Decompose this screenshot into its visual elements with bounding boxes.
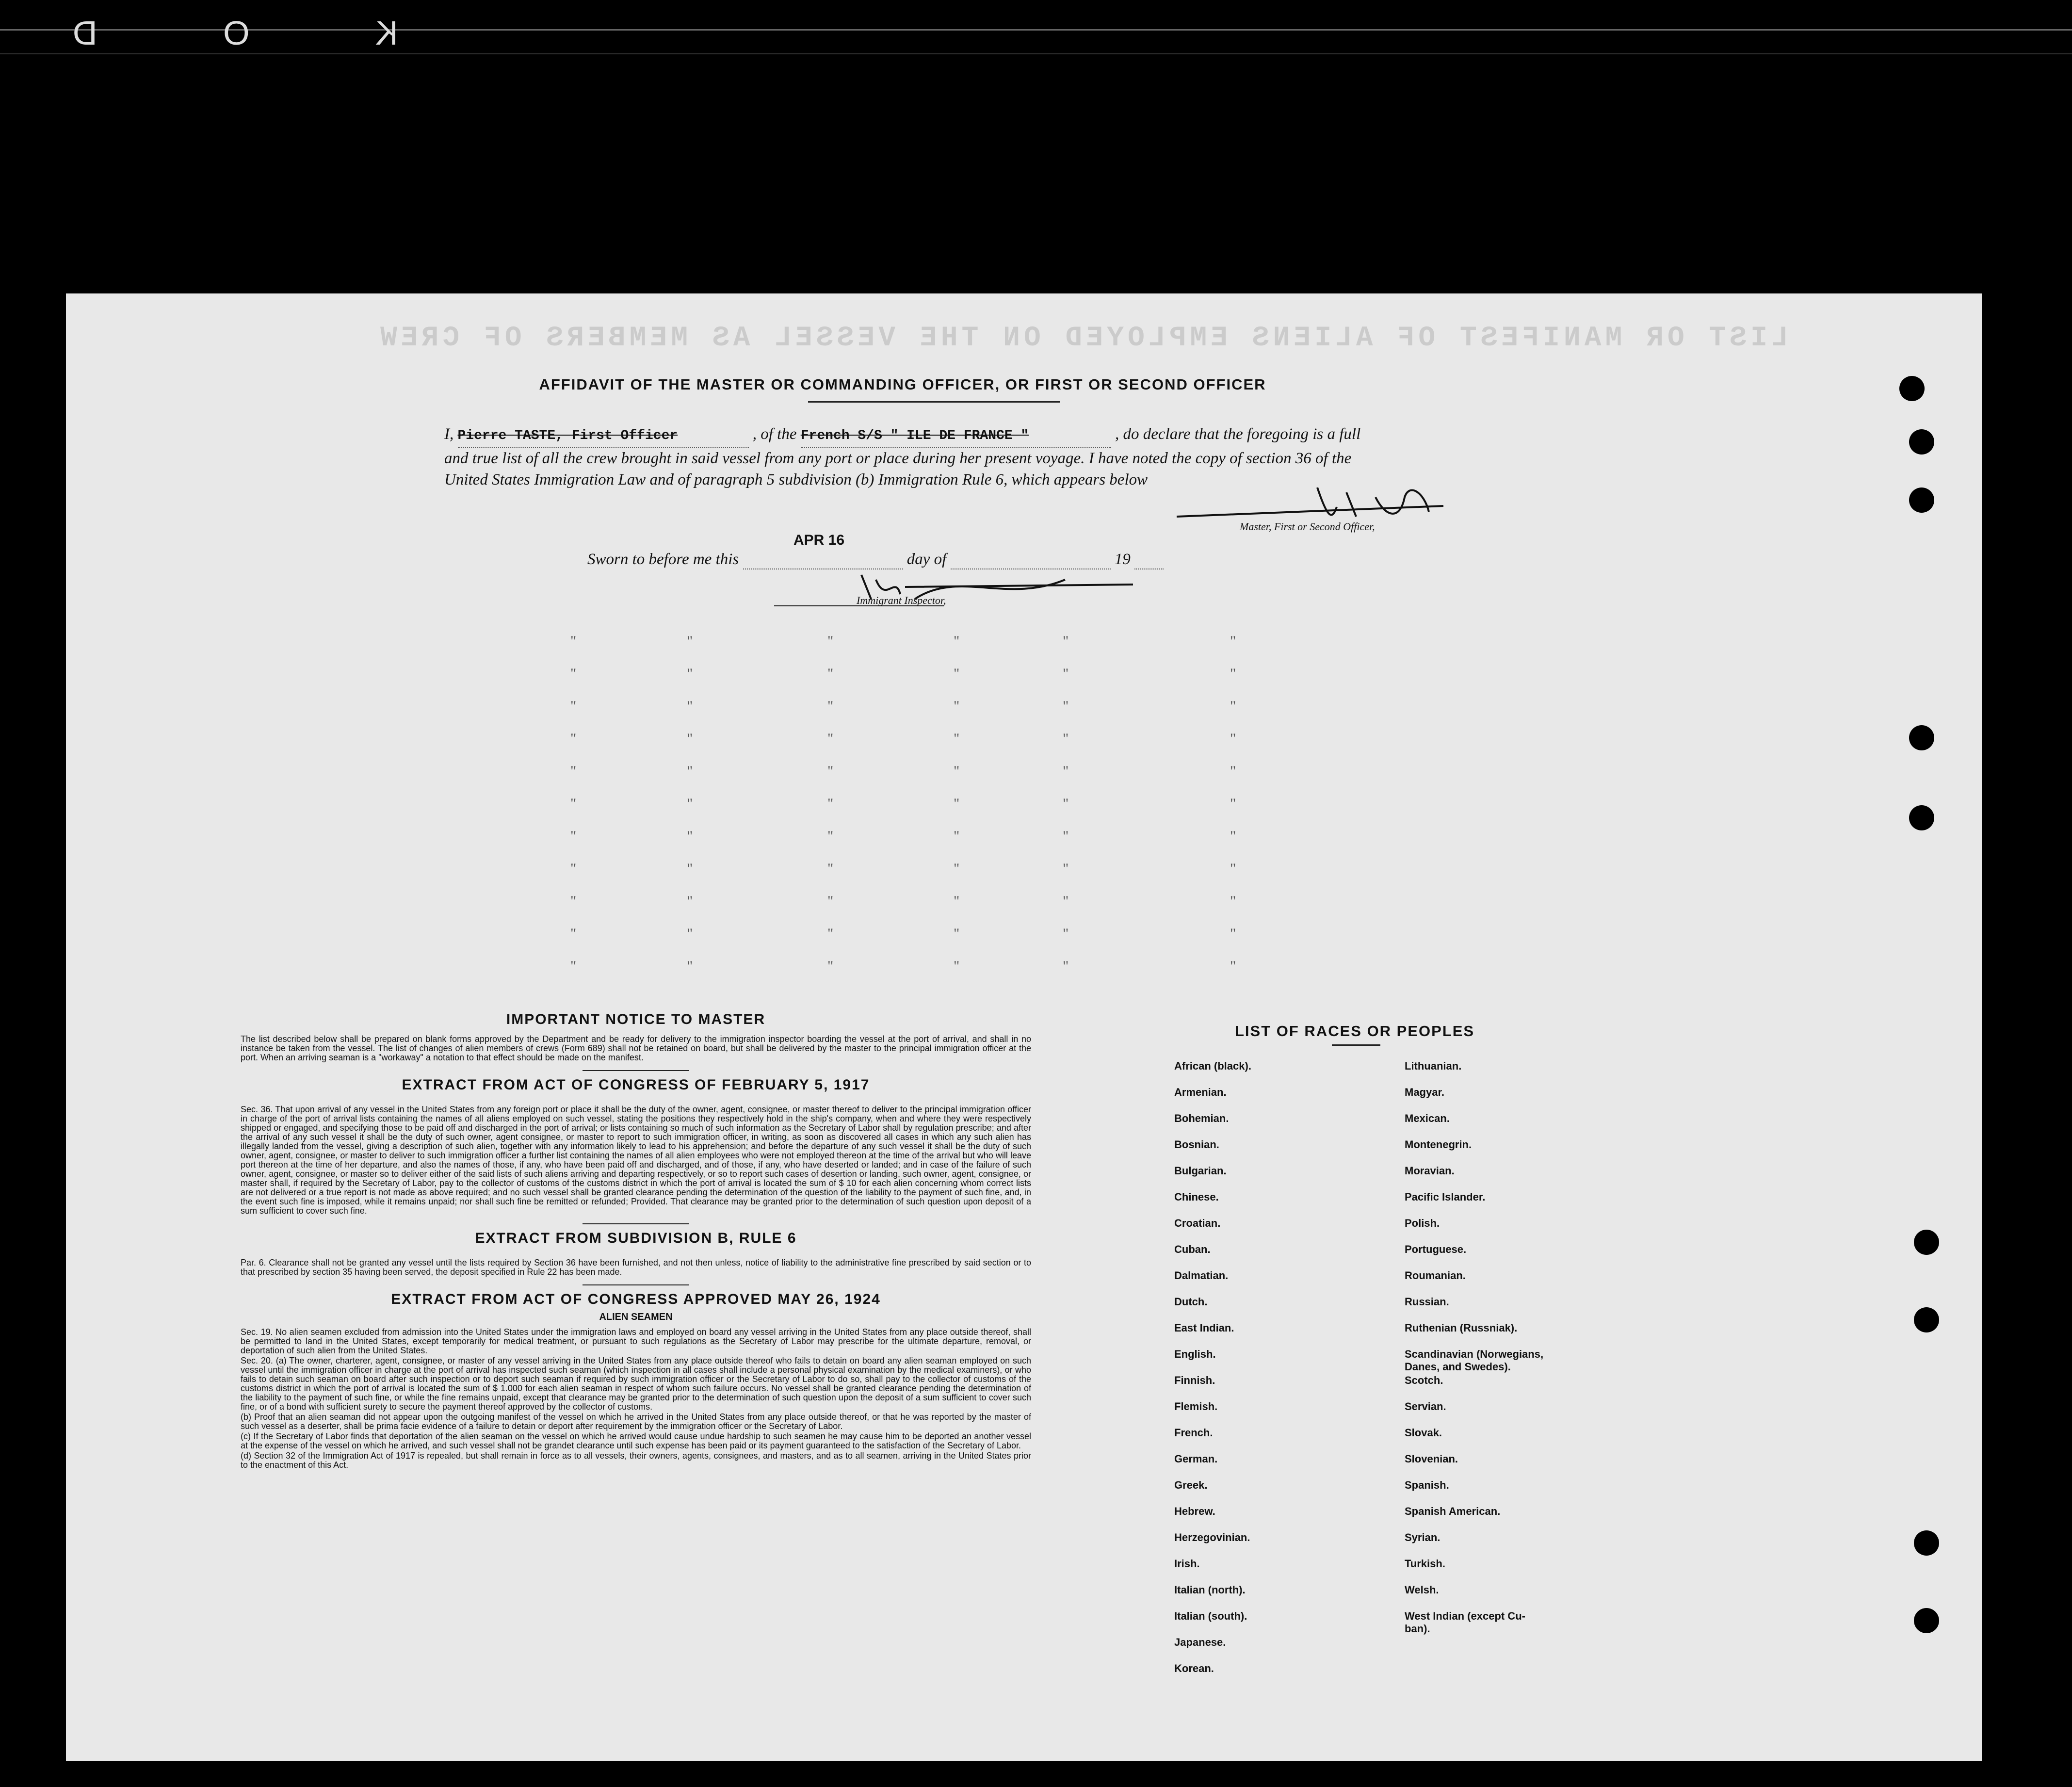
race-item: Scotch.	[1405, 1374, 1443, 1386]
ditto-mark: "	[1063, 698, 1069, 714]
officer-label: Master, First or Second Officer,	[1240, 520, 1375, 533]
day-of-text: day of	[906, 551, 947, 568]
affidavit-declare: , do declare	[1115, 425, 1191, 443]
punch-hole	[1909, 429, 1934, 455]
extract3-para: Sec. 19. No alien seamen excluded from admission into the United States under the immigration laws and employed on board any vessel arriving in the United States from any place outside thereof, shall be permitted to land in the United States, except temporarily for medical treatment, or pursuant to such regulations as the Secretary of Labor may prescribe for the ultimate departure, removal, or deportation of such alien from the United States.	[241, 1327, 1031, 1355]
race-item: Bohemian.	[1174, 1112, 1229, 1124]
race-item: Servian.	[1405, 1400, 1446, 1413]
ditto-mark: "	[827, 861, 834, 877]
sworn-text: Sworn to before me this	[587, 551, 739, 568]
alien-seamen-subtitle: ALIEN SEAMEN	[599, 1312, 673, 1322]
ditto-mark: "	[954, 958, 960, 974]
ditto-mark: "	[954, 926, 960, 942]
ditto-mark: "	[570, 828, 577, 844]
ditto-mark: "	[687, 666, 693, 682]
race-item: Italian (south).	[1174, 1610, 1247, 1622]
ditto-mark: "	[954, 666, 960, 682]
punch-hole	[1909, 487, 1934, 513]
ditto-mark: "	[1230, 861, 1236, 877]
ditto-mark: "	[687, 926, 693, 942]
ditto-mark: "	[687, 958, 693, 974]
race-item: Syrian.	[1405, 1531, 1441, 1543]
vessel-name-field: French S/S " ILE DE FRANCE "	[801, 425, 1111, 448]
race-item: Montenegrin.	[1405, 1138, 1472, 1151]
race-item: Hebrew.	[1174, 1505, 1215, 1517]
extract2-title: EXTRACT FROM SUBDIVISION B, RULE 6	[475, 1230, 797, 1246]
ditto-mark: "	[954, 731, 960, 747]
officer-name-field: Pierre TASTE, First Officer	[458, 425, 749, 448]
punch-hole	[1914, 1530, 1939, 1556]
year-text: 19	[1114, 551, 1131, 568]
ditto-mark: "	[1063, 861, 1069, 877]
ditto-mark: "	[1230, 893, 1236, 909]
ditto-mark: "	[827, 796, 834, 812]
ditto-mark: "	[570, 763, 577, 779]
ditto-mark: "	[570, 698, 577, 714]
ditto-mark: "	[827, 666, 834, 682]
legal-text-column	[241, 1011, 1031, 1471]
ditto-mark: "	[570, 796, 577, 812]
race-item: French.	[1174, 1427, 1213, 1439]
ditto-mark: "	[1230, 666, 1236, 682]
race-item: Chinese.	[1174, 1191, 1219, 1203]
manifest-sheet	[66, 293, 1982, 1761]
race-item: Greek.	[1174, 1479, 1208, 1491]
ditto-mark: "	[687, 861, 693, 877]
race-item: Spanish.	[1405, 1479, 1449, 1491]
ditto-mark: "	[687, 893, 693, 909]
ditto-mark: "	[954, 633, 960, 649]
ditto-mark: "	[1230, 926, 1236, 942]
ditto-mark: "	[1230, 828, 1236, 844]
ditto-mark: "	[1063, 763, 1069, 779]
race-item: German.	[1174, 1453, 1218, 1465]
extract3-para: (d) Section 32 of the Immigration Act of 1917 is repealed, but shall remain in force as to all vessels, their owners, agents, consignees, and masters, and as to all seamen, arriving in the United States prior to the enactment of this Act.	[241, 1451, 1031, 1470]
race-item: Korean.	[1174, 1662, 1214, 1674]
section-divider	[583, 1223, 689, 1224]
ditto-mark: "	[687, 796, 693, 812]
ditto-mark: "	[1063, 666, 1069, 682]
notice-text: The list described below shall be prepared on blank forms approved by the Department and be ready for delivery to the immigration inspector boarding the vessel at the port of arrival, and shall in no instance be taken from the vessel. The list of changes of alien members of crews (Form 689) shall not be retained on board, but shall be delivered by the master to the principal immigration officer at the port. When an arriving seaman is a "workaway" a notation to that effect should be made on the manifest.	[241, 1034, 1031, 1062]
race-item: Bosnian.	[1174, 1138, 1219, 1151]
race-item: Japanese.	[1174, 1636, 1226, 1648]
race-item: Cuban.	[1174, 1243, 1211, 1255]
race-item: Slovak.	[1405, 1427, 1442, 1439]
ditto-mark: "	[570, 731, 577, 747]
ditto-mark: "	[1063, 958, 1069, 974]
ditto-mark: "	[827, 698, 834, 714]
ditto-mark: "	[687, 763, 693, 779]
ditto-mark: "	[1063, 893, 1069, 909]
extract3-para: Sec. 20. (a) The owner, charterer, agent, consignee, or master of any vessel arriving in the United States from any place outside thereof who fails to detain on board any alien seaman employed on such vessel until the immigration officer in charge at the port of arrival has inspected such seaman (which inspection in all cases shall include a personal physical examination by the medical examiners), or who fails to detain such seaman on board after such inspection or to deport such seaman if required by such immigration officer or the Secretary of Labor to do so, shall pay to the collector of customs of the customs district in which the port of arrival is located the sum of $ 1.000 for each alien seaman in respect of whom such failure occurs. No vessel shall be granted clearance pending the determination of the liability to the payment of such fine, or while the fine remains unpaid, except that clearance may be granted prior to the determination of such question upon the deposit of a sum sufficient to cover such fine, or of a bond with sufficient surety to secure the payment thereof approved by the collector of customs.	[241, 1356, 1031, 1412]
race-item: Roumanian.	[1405, 1269, 1466, 1282]
ditto-mark: "	[954, 893, 960, 909]
ditto-mark: "	[570, 926, 577, 942]
bleed-through-header: LIST OR MANIFEST OF ALIENS EMPLOYED ON THE VESSEL AS MEMBERS OF CREW	[376, 323, 1788, 354]
affidavit-title: AFFIDAVIT OF THE MASTER OR COMMANDING OFFICER, OR FIRST OR SECOND OFFICER	[539, 376, 1266, 393]
punch-hole	[1914, 1608, 1939, 1633]
race-item: Italian (north).	[1174, 1584, 1246, 1596]
race-item: Irish.	[1174, 1558, 1200, 1570]
races-title: LIST OF RACES OR PEOPLES	[1235, 1023, 1475, 1040]
punch-hole	[1914, 1230, 1939, 1255]
race-item: African (black).	[1174, 1060, 1251, 1072]
ditto-mark: "	[570, 861, 577, 877]
ditto-mark: "	[1063, 796, 1069, 812]
ditto-mark: "	[954, 763, 960, 779]
race-item: Mexican.	[1405, 1112, 1450, 1124]
ditto-mark: "	[687, 828, 693, 844]
race-item: Ruthenian (Russniak).	[1405, 1322, 1518, 1334]
ditto-mark: "	[687, 698, 693, 714]
film-label: K O D	[15, 14, 398, 52]
ditto-mark: "	[1230, 698, 1236, 714]
race-item: Armenian.	[1174, 1086, 1227, 1098]
section-divider	[583, 1284, 689, 1285]
race-item: East Indian.	[1174, 1322, 1234, 1334]
race-item: Slovenian.	[1405, 1453, 1458, 1465]
ditto-mark: "	[954, 861, 960, 877]
ditto-mark: "	[827, 763, 834, 779]
ditto-mark: "	[570, 633, 577, 649]
date-stamp: APR 16	[793, 532, 845, 548]
extract3-para: (b) Proof that an alien seaman did not appear upon the outgoing manifest of the vessel on which he arrived in the United States from any place outside thereof, or that he was reported by the master of such vessel as a deserter, shall be prima facie evidence of a failure to detain or deport after requirement by the immigration officer or the Secretary of Labor.	[241, 1412, 1031, 1431]
race-item: Turkish.	[1405, 1558, 1445, 1570]
race-item: English.	[1174, 1348, 1216, 1360]
race-item: Pacific Islander.	[1405, 1191, 1486, 1203]
race-item: West Indian (except Cu- ban).	[1405, 1610, 1525, 1635]
ditto-mark: "	[687, 633, 693, 649]
ditto-mark: "	[1063, 633, 1069, 649]
race-item: Magyar.	[1405, 1086, 1444, 1098]
ditto-mark: "	[570, 893, 577, 909]
affidavit-i: I,	[444, 425, 454, 443]
ditto-mark: "	[1063, 926, 1069, 942]
ditto-mark: "	[1063, 731, 1069, 747]
ditto-mark: "	[954, 796, 960, 812]
ditto-mark: "	[827, 926, 834, 942]
inspector-label: Immigrant Inspector,	[857, 594, 946, 606]
affidavit-of-the: , of the	[752, 425, 797, 443]
extract1-title: EXTRACT FROM ACT OF CONGRESS OF FEBRUARY 5, 1917	[402, 1077, 870, 1093]
ditto-mark: "	[1230, 796, 1236, 812]
races-underline	[1332, 1044, 1380, 1046]
race-item: Flemish.	[1174, 1400, 1218, 1413]
race-item: Moravian.	[1405, 1165, 1455, 1177]
ditto-mark: "	[1063, 828, 1069, 844]
race-item: Finnish.	[1174, 1374, 1215, 1386]
races-right-column	[1405, 1060, 1543, 1636]
ditto-mark: "	[954, 828, 960, 844]
race-item: Lithuanian.	[1405, 1060, 1462, 1072]
races-left-column	[1174, 1060, 1251, 1689]
race-item: Portuguese.	[1405, 1243, 1467, 1255]
ditto-mark: "	[1230, 731, 1236, 747]
ditto-mark: "	[827, 893, 834, 909]
section-divider	[583, 1070, 689, 1071]
race-item: Polish.	[1405, 1217, 1440, 1229]
extract3-title: EXTRACT FROM ACT OF CONGRESS APPROVED MAY 26, 1924	[391, 1291, 881, 1307]
race-item: Russian.	[1405, 1296, 1449, 1308]
race-item: Bulgarian.	[1174, 1165, 1227, 1177]
ditto-mark: "	[1230, 958, 1236, 974]
race-item: Herzegovinian.	[1174, 1531, 1250, 1543]
race-item: Scandinavian (Norwegians, Danes, and Swedes).	[1405, 1348, 1544, 1373]
punch-hole	[1914, 1307, 1939, 1332]
ditto-mark: "	[827, 828, 834, 844]
title-underline	[808, 401, 1060, 403]
extract3-para: (c) If the Secretary of Labor finds that deportation of the alien seaman on the vessel on which he arrived would cause undue hardship to such seamen he may cause him to be deported an another vessel at the expense of the vessel on which he arrived, and such vessel shall not be grandet clearance until such expense has been paid or its payment guaranteed to the satisfaction of the Secretary of Labor.	[241, 1431, 1031, 1450]
punch-hole	[1909, 725, 1934, 750]
ditto-mark: "	[827, 731, 834, 747]
extract2-text: Par. 6. Clearance shall not be granted any vessel until the lists required by Section 36 have been furnished, and not then unless, notice of liability to the administrative fine prescribed by said section or to that prescribed by section 35 having been served, the deposit specified in Rule 22 has been made.	[241, 1258, 1031, 1277]
affidavit-declaration: that the foregoing is a full and true list of all the crew brought in said vessel from any port or place during her present voyage. I have noted the copy of section 36 of the United States Immigration Law and of paragraph 5 subdivision (b) Immigration Rule 6, which appears below	[444, 425, 1361, 488]
ditto-mark: "	[570, 958, 577, 974]
race-item: Spanish American.	[1405, 1505, 1501, 1517]
ditto-mark: "	[687, 731, 693, 747]
punch-hole	[1899, 376, 1925, 401]
extract1-text: Sec. 36. That upon arrival of any vessel in the United States from any foreign port or place it shall be the duty of the owner, agent, consignee, or master thereof to deliver to the principal immigration officer in charge of the port of arrival lists containing the names of all aliens employed on such vessel, stating the positions they respectively hold in the ship's company, when and where they were respectively shipped or engaged, and specifying those to be paid off and discharged in the port of arrival; or lists containing so much of such information as the Secretary of Labor shall by regulation prescribe; and after the arrival of any such vessel it shall be the duty of such owner, agent consignee, or master to report to such immigration officer, in writing, as soon as discovered all cases in which any such alien has illegally landed from the vessel, giving a description of such alien, together with any information likely to lead to his apprehension; and before the departure of any such vessel it shall be the duty of such owner, agent, consignee, or master to deliver to such immigration officer a further list containing the names of all alien employees who were not employed thereon at the time of the arrival but who will leave port thereon at the time of her departure, and also the names of those, if any, who have been paid off and discharged, and of those, if any, who have deserted or landed; and in case of the failure of such owner, agent, consignee, or master so to deliver either of the said lists of such aliens arriving and departing respectively, or so to report such cases of desertion or landing, such owner, agent, consignee, or master shall, if required by the Secretary of Labor, pay to the collector of customs of the customs district in which the port of arrival is located the sum of $ 10 for each alien concerning whom correct lists are not delivered or a true report is not made as above required; and no such vessel shall be granted clearance pending the determination of the question of the liability to the payment of such fine, and, in the event such fine is imposed, while it remains unpaid; nor shall such fine be remitted or refunded; Provided. That clearance may be granted prior to the determination of such question upon deposit of a sum sufficient to cover such fine.	[241, 1105, 1031, 1216]
film-edge-line	[0, 53, 2072, 54]
ditto-mark: "	[1230, 633, 1236, 649]
ditto-mark: "	[1230, 763, 1236, 779]
ditto-mark: "	[954, 698, 960, 714]
punch-hole	[1909, 805, 1934, 830]
notice-title: IMPORTANT NOTICE TO MASTER	[506, 1011, 766, 1027]
ditto-mark: "	[827, 958, 834, 974]
ditto-mark: "	[827, 633, 834, 649]
race-item: Dalmatian.	[1174, 1269, 1229, 1282]
race-item: Dutch.	[1174, 1296, 1208, 1308]
race-item: Croatian.	[1174, 1217, 1221, 1229]
race-item: Welsh.	[1405, 1584, 1439, 1596]
ditto-mark: "	[570, 666, 577, 682]
